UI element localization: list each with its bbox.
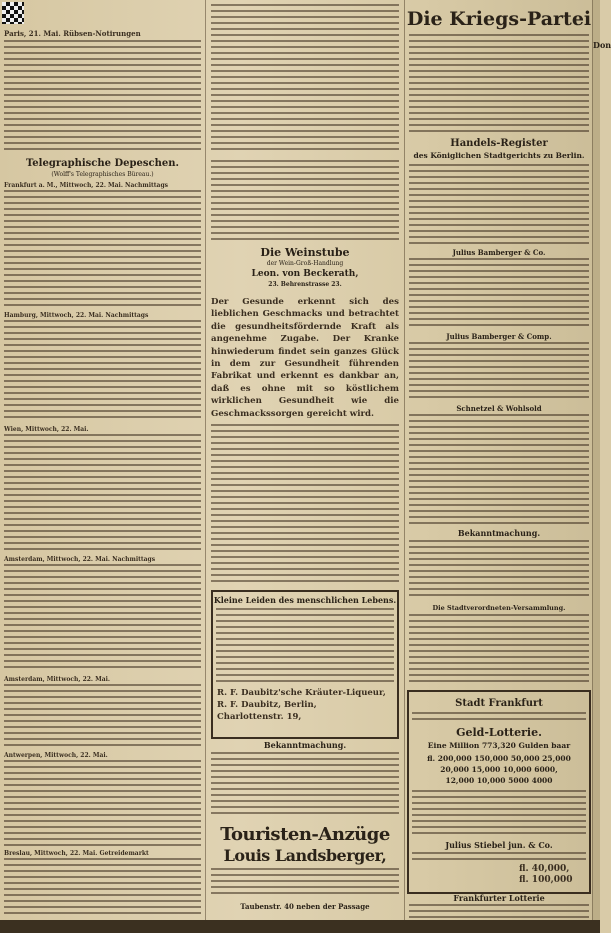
lottery-city: Stadt Frankfurt <box>455 698 543 709</box>
firm-name-1: Julius Bamberger & Co. <box>452 248 546 257</box>
box-title: Kleine Leiden des menschlichen Lebens. <box>213 595 397 605</box>
lottery-amount-2: fl. 40,000, <box>519 864 570 874</box>
box-company: R. F. Daubitz'sche Kräuter-Liqueur, <box>217 688 386 698</box>
box-seller: R. F. Daubitz, Berlin, <box>217 700 317 710</box>
city-breslau: Breslau, Mittwoch, 22. Mai. Getreidemarkt <box>4 850 149 857</box>
health-ad-text: Der Gesunde erkennt sich des lieblichen Geschmacks und betrachtet die gesundheitsfördernde Kraft als angenehme Zugabe. Der Kranke hinwiederum findet sein ganzes Glück in dem zur Gesundheit führenden Fabrikat und erkennt es dankbar an, daß es ohne mit so köstlichem wirklichen Gesundheit wie die Geschmackssorgen gereicht wird. <box>211 297 399 419</box>
ad-landsberger: Louis Landsberger, <box>223 846 387 865</box>
section-subtitle: (Wolff's Telegraphisches Büreau.) <box>51 171 154 178</box>
lottery-box <box>407 690 591 894</box>
text-block <box>4 40 201 150</box>
paris-header: Paris, 21. Mai. Rübsen-Notirungen <box>4 29 141 38</box>
text-block <box>409 258 589 328</box>
text-block <box>412 790 586 836</box>
lottery-title: Geld-Lotterie. <box>456 726 542 739</box>
box-address: Charlottenstr. 19, <box>217 712 302 722</box>
text-block <box>211 752 399 818</box>
column-rule <box>205 0 206 933</box>
city-amsterdam: Amsterdam, Mittwoch, 22. Mai. Nachmittags <box>4 556 156 563</box>
wine-title: Die Weinstube <box>260 246 350 259</box>
column-3 <box>405 0 593 933</box>
ad-touristen: Touristen-Anzüge <box>220 824 390 845</box>
announce-1: Bekanntmachung. <box>457 528 541 538</box>
lottery-seller: Julius Stiebel jun. & Co. <box>445 840 553 850</box>
text-block <box>409 342 589 400</box>
text-block <box>4 320 201 422</box>
section-title: Telegraphische Depeschen. <box>26 158 179 169</box>
wine-owner: Leon. von Beckerath, <box>251 269 359 279</box>
city-hamburg: Hamburg, Mittwoch, 22. Mai. Nachmittags <box>4 312 149 319</box>
lottery-amount-3: fl. 100,000 <box>519 875 573 885</box>
text-block <box>409 904 589 918</box>
announce-2: Die Stadtverordneten-Versammlung. <box>432 604 566 612</box>
text-block <box>409 164 589 244</box>
wine-address: 23. Behrenstrasse 23. <box>268 281 342 288</box>
register-subtitle: des Königlichen Stadtgerichts zu Berlin. <box>413 151 585 160</box>
column-1 <box>0 0 205 933</box>
text-block <box>211 424 399 584</box>
text-block <box>409 414 589 524</box>
text-block <box>4 684 201 748</box>
text-block <box>4 564 201 672</box>
ad-box <box>211 590 399 739</box>
text-block <box>4 190 201 308</box>
text-block <box>4 434 201 552</box>
text-block <box>412 852 586 862</box>
text-block <box>4 858 201 918</box>
lottery-row-2: 20,000 15,000 10,000 6000, <box>440 765 558 774</box>
kriegs-partei-title: Die Kriegs-Partei <box>406 8 592 30</box>
text-block <box>211 4 399 154</box>
announce-title: Bekanntmachung. <box>263 740 347 750</box>
firm-name-3: Schnetzel & Wohlsold <box>456 404 542 413</box>
column-2 <box>207 0 403 933</box>
city-wien: Wien, Mittwoch, 22. Mai. <box>4 426 89 433</box>
text-block <box>216 608 394 686</box>
text-block <box>211 160 399 244</box>
ad-address: Taubenstr. 40 neben der Passage <box>240 902 370 911</box>
text-block <box>409 34 589 134</box>
text-block <box>409 614 589 684</box>
wine-subtitle: der Wein-Groß-Handlung <box>266 260 344 267</box>
lottery-row-3: 12,000 10,000 5000 4000 <box>445 776 553 785</box>
register-title: Handels-Register <box>450 138 548 149</box>
lottery-footer: Frankfurter Lotterie <box>453 893 545 903</box>
text-block <box>4 760 201 846</box>
column-4-edge <box>593 0 611 933</box>
firm-name-2: Julius Bamberger & Comp. <box>446 332 552 341</box>
lottery-amount: Eine Million 773,320 Gulden baar <box>427 741 571 750</box>
text-block <box>211 868 399 898</box>
page-edge-fragment: Don <box>593 40 611 50</box>
scan-bottom-edge <box>0 920 600 933</box>
lottery-row-1: fl. 200,000 150,000 50,000 25,000 <box>427 754 571 763</box>
city-amsterdam-2: Amsterdam, Mittwoch, 22. Mai. <box>4 676 110 683</box>
city-frankfurt: Frankfurt a. M., Mittwoch, 22. Mai. Nachmittags <box>4 182 169 189</box>
text-block <box>409 540 589 600</box>
city-antwerpen: Antwerpen, Mittwoch, 22. Mai. <box>4 752 108 759</box>
text-block <box>412 712 586 724</box>
